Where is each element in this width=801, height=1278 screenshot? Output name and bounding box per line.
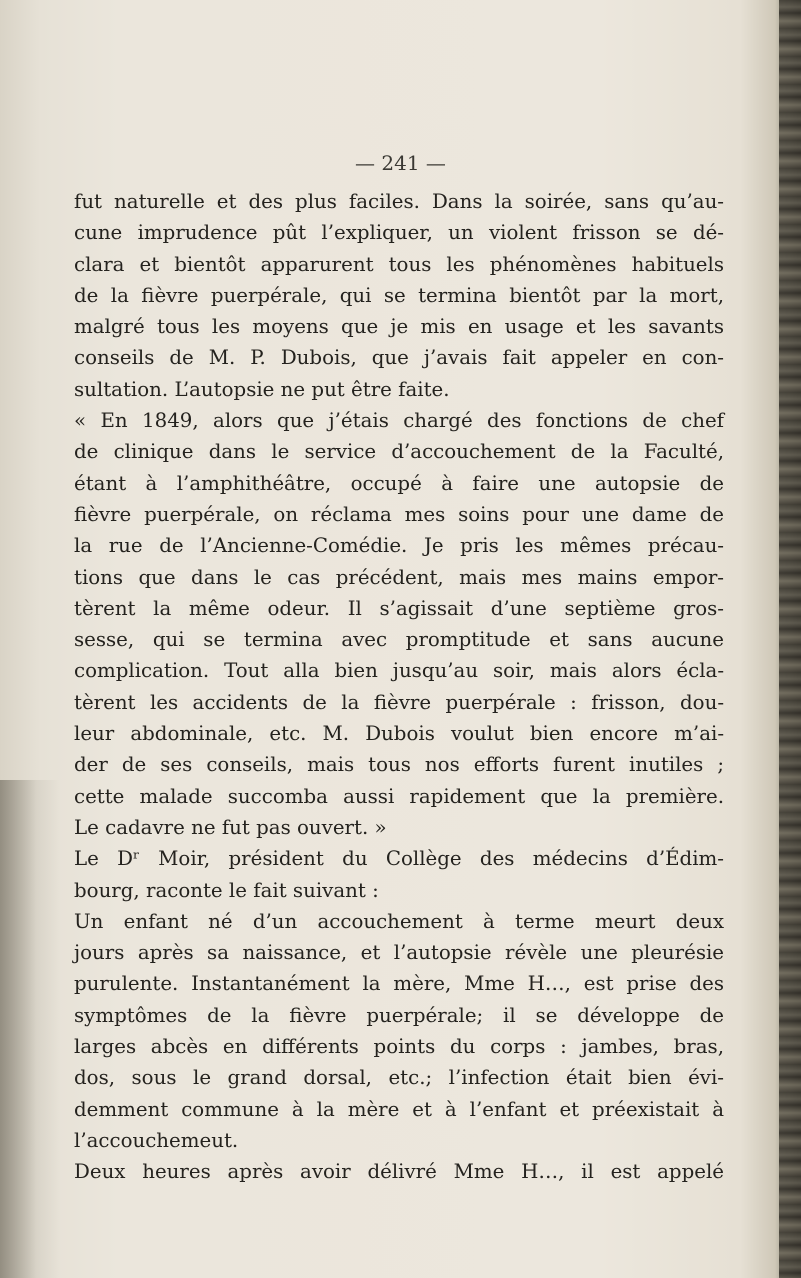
text-line: complication. Tout alla bien jusqu’au soir, mais alors écla- <box>74 659 724 683</box>
text-line: demment commune à la mère et à l’enfant et préexistait à <box>74 1097 724 1121</box>
book-binding-edge <box>779 0 801 1278</box>
text-line: conseils de M. P. Dubois, que j’avais fait appeler en con- <box>74 346 724 370</box>
text-line: « En 1849, alors que j’étais chargé des fonctions de chef <box>74 409 724 433</box>
text-line: cette malade succomba aussi rapidement que la première. <box>74 784 724 808</box>
text-line: de clinique dans le service d’accouchement de la Faculté, <box>74 440 724 464</box>
text-line: l’accouchemeut. <box>74 1128 239 1152</box>
text-line: fièvre puerpérale, on réclama mes soins pour une dame de <box>74 502 724 526</box>
text-line: bourg, raconte le fait suivant : <box>74 878 379 902</box>
text-line: tèrent les accidents de la fièvre puerpérale : frisson, dou- <box>74 690 724 714</box>
text-line: leur abdominale, etc. M. Dubois voulut bien encore m’ai- <box>74 722 724 746</box>
text-line: fut naturelle et des plus faciles. Dans la soirée, sans qu’au- <box>74 190 724 213</box>
text-line: Le Dʳ Moir, président du Collège des médecins d’Édim- <box>74 847 724 871</box>
text-line: larges abcès en différents points du corps : jambes, bras, <box>74 1035 724 1059</box>
text-line: cune imprudence pût l’expliquer, un violent frisson se dé- <box>74 221 724 245</box>
text-line: Deux heures après avoir délivré Mme H…, il est appelé <box>74 1160 724 1184</box>
text-line: Un enfant né d’un accouchement à terme meurt deux <box>74 909 724 933</box>
text-line: purulente. Instantanément la mère, Mme H…, est prise des <box>74 972 724 996</box>
page-shadow <box>0 780 60 1278</box>
text-line: symptômes de la fièvre puerpérale; il se développe de <box>74 1003 724 1027</box>
text-line: der de ses conseils, mais tous nos efforts furent inutiles ; <box>74 753 724 777</box>
text-line: tèrent la même odeur. Il s’agissait d’une septième gros- <box>74 596 724 620</box>
text-line: sultation. L’autopsie ne put être faite. <box>74 377 450 401</box>
body-text <box>74 186 724 1188</box>
text-line: dos, sous le grand dorsal, etc.; l’infection était bien évi- <box>74 1066 724 1090</box>
text-line: jours après sa naissance, et l’autopsie révèle une pleurésie <box>74 941 724 965</box>
text-line: de la fièvre puerpérale, qui se termina bientôt par la mort, <box>74 283 724 307</box>
text-line: la rue de l’Ancienne-Comédie. Je pris les mêmes précau- <box>74 534 724 558</box>
text-line: étant à l’amphithéâtre, occupé à faire une autopsie de <box>74 471 724 495</box>
text-line: sesse, qui se termina avec promptitude et sans aucune <box>74 628 724 652</box>
text-line: malgré tous les moyens que je mis en usage et les savants <box>74 315 724 339</box>
text-line: Le cadavre ne fut pas ouvert. » <box>74 815 387 839</box>
text-line: clara et bientôt apparurent tous les phénomènes habituels <box>74 252 724 276</box>
page-number: — 241 — <box>355 151 446 175</box>
text-line: tions que dans le cas précédent, mais mes mains empor- <box>74 565 724 589</box>
